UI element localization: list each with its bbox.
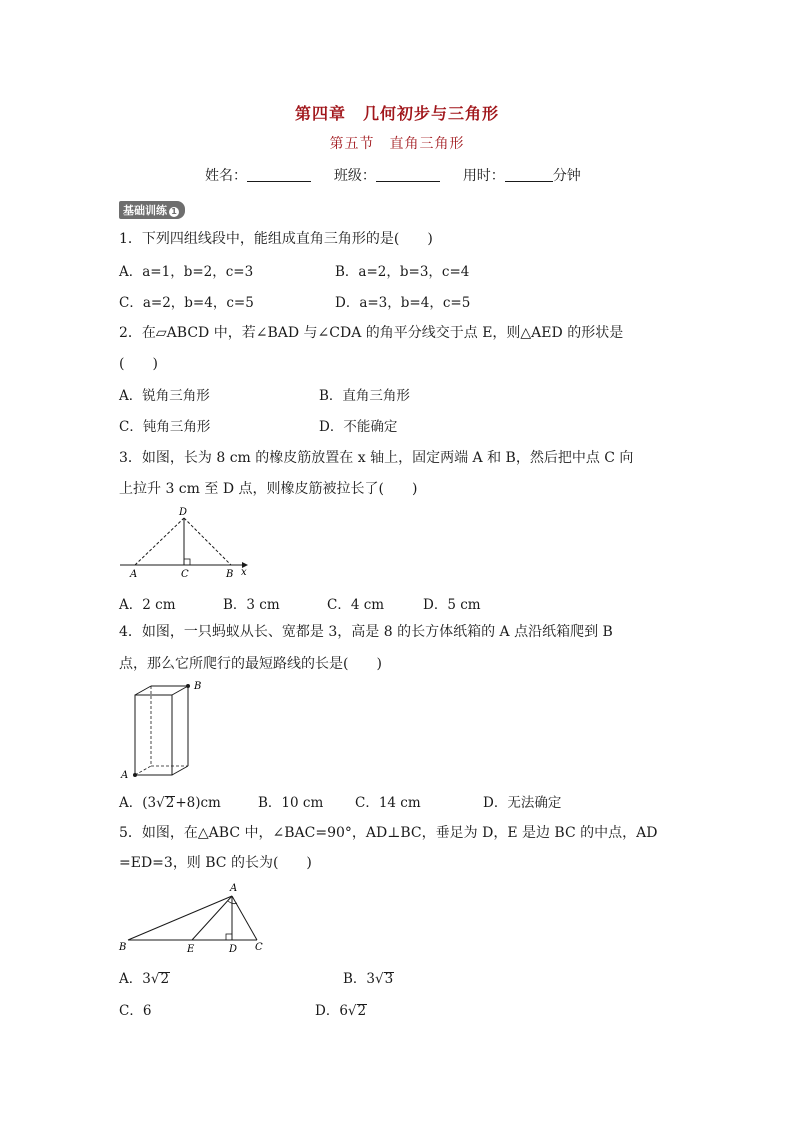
box-edge <box>135 686 151 695</box>
q4-option-a[interactable] <box>119 791 221 811</box>
q1-option-b[interactable]: B．a=2，b=3，c=4 <box>335 264 470 280</box>
sqrt-icon: √ <box>156 795 165 811</box>
q5-option-b[interactable] <box>343 967 394 987</box>
q3-stem-line1: 3．如图，长为 8 cm 的橡皮筋放置在 x 轴上，固定两端 A 和 B，然后把中点 C 向 <box>119 450 634 466</box>
student-info <box>205 165 581 185</box>
q3-option-d[interactable]: D．5 cm <box>423 597 481 613</box>
sqrt-icon: √ <box>150 971 160 987</box>
segment-ad <box>135 518 184 565</box>
q4-option-a-prefix: A．(3 <box>119 795 157 811</box>
class-label: 班级： <box>333 168 376 184</box>
q2-option-a[interactable]: A．锐角三角形 <box>119 388 210 404</box>
q2-option-c[interactable]: C．钝角三角形 <box>119 419 211 435</box>
q3-option-b[interactable]: B．3 cm <box>223 597 280 613</box>
q2-stem-line2: ( ) <box>119 356 158 372</box>
sqrt-icon: √ <box>375 971 384 987</box>
point-b <box>186 684 190 688</box>
point-a <box>133 773 137 777</box>
badge-number: 1 <box>169 207 179 217</box>
q5-option-b-radicand: 3 <box>384 971 394 987</box>
label-b: B <box>194 681 202 692</box>
q3-figure <box>118 505 253 580</box>
right-angle-mark-d <box>226 934 232 940</box>
q2-option-d[interactable]: D．不能确定 <box>319 419 398 435</box>
time-unit: 分钟 <box>552 168 581 184</box>
sqrt-icon: √ <box>347 1003 357 1019</box>
q5-option-a[interactable] <box>119 967 170 987</box>
label-d: D <box>229 944 238 955</box>
q5-stem-line2: =ED=3，则 BC 的长为( ) <box>119 855 312 871</box>
q3-stem-line2: 上拉升 3 cm 至 D 点，则橡皮筋被拉长了( ) <box>119 481 418 497</box>
q1-option-a[interactable]: A．a=1，b=2，c=3 <box>119 264 254 280</box>
q3-option-a[interactable]: A．2 cm <box>119 597 176 613</box>
q5-option-d[interactable] <box>315 999 367 1019</box>
q4-figure-box <box>118 678 210 783</box>
q5-option-d-text: D．6 <box>315 1003 348 1019</box>
chapter-title: 第四章 几何初步与三角形 <box>294 104 499 123</box>
box-edge <box>172 686 188 695</box>
class-field[interactable] <box>376 167 440 182</box>
q4-option-a-radicand: 2 <box>165 795 175 811</box>
q2-stem-line1: 2．在▱ABCD 中，若∠BAD 与∠CDA 的角平分线交于点 E，则△AED 的形状是 <box>119 325 624 341</box>
segment-ae <box>192 896 232 940</box>
q4-stem-line2: 点，那么它所爬行的最短路线的长是( ) <box>119 656 382 672</box>
box-edge <box>172 766 188 775</box>
q5-option-a-text: A．3 <box>119 971 151 987</box>
section-badge <box>119 201 185 219</box>
label-e: E <box>187 944 195 955</box>
q4-stem-line1: 4．如图，一只蚂蚁从长、宽都是 3，高是 8 的长方体纸箱的 A 点沿纸箱爬到 B <box>119 624 613 640</box>
segment-ac <box>232 896 257 940</box>
segment-db <box>184 518 231 565</box>
label-b: B <box>119 942 127 953</box>
q5-option-d-radicand: 2 <box>357 1003 367 1019</box>
label-b: B <box>226 569 234 580</box>
right-angle-mark <box>184 559 190 565</box>
time-label: 用时： <box>462 168 505 184</box>
q4-option-b[interactable]: B．10 cm <box>258 795 324 811</box>
name-label: 姓名： <box>205 168 247 184</box>
q1-option-c[interactable]: C．a=2，b=4，c=5 <box>119 295 254 311</box>
label-x: x <box>241 567 247 578</box>
time-field[interactable] <box>505 167 553 182</box>
label-c: C <box>255 942 263 953</box>
label-a: A <box>130 569 138 580</box>
q5-option-a-radicand: 2 <box>160 971 170 987</box>
q1-option-d[interactable]: D．a=3，b=4，c=5 <box>335 295 471 311</box>
q5-option-b-text: B．3 <box>343 971 376 987</box>
label-a: A <box>230 883 238 894</box>
q5-figure <box>118 880 270 956</box>
section-title: 第五节 直角三角形 <box>329 136 465 152</box>
box-front-face <box>135 695 172 775</box>
q4-option-a-suffix: +8)cm <box>175 795 221 811</box>
badge-label: 基础训练 <box>123 204 167 217</box>
label-a: A <box>121 770 129 781</box>
q5-stem-line1: 5．如图，在△ABC 中，∠BAC=90°，AD⊥BC，垂足为 D，E 是边 BC 的中点，AD <box>119 825 658 841</box>
q1-stem: 1．下列四组线段中，能组成直角三角形的是( ) <box>119 231 433 247</box>
q5-option-c[interactable]: C．6 <box>119 1003 152 1019</box>
q4-option-d[interactable]: D．无法确定 <box>483 795 562 811</box>
name-field[interactable] <box>247 167 311 182</box>
label-d: D <box>179 507 188 518</box>
box-hidden-edge <box>135 766 151 775</box>
q4-option-c[interactable]: C．14 cm <box>355 795 421 811</box>
segment-ba <box>128 896 232 940</box>
q2-option-b[interactable]: B．直角三角形 <box>319 388 410 404</box>
q3-option-c[interactable]: C．4 cm <box>327 597 385 613</box>
label-c: C <box>181 569 189 580</box>
